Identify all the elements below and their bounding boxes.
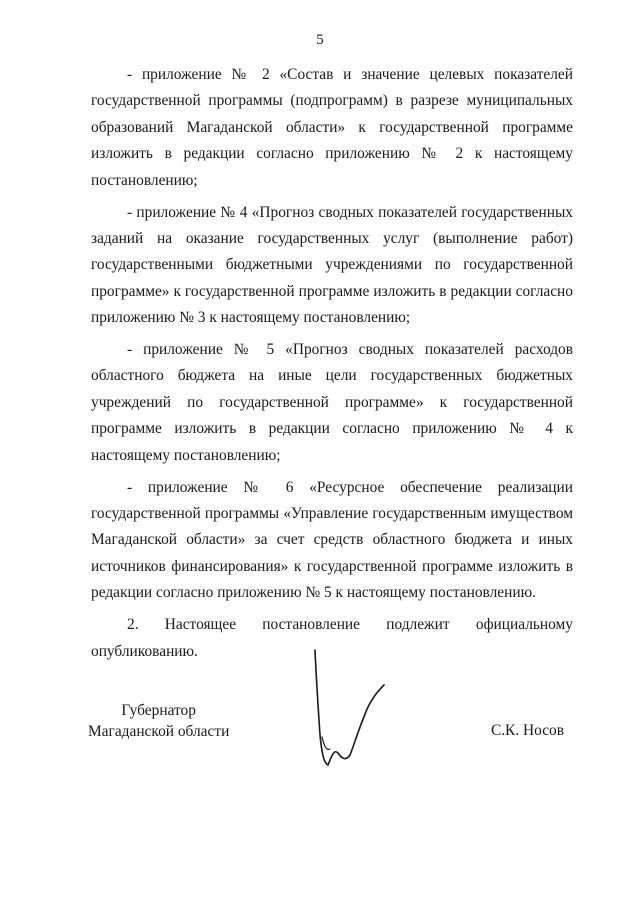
paragraph-publication: 2. Настоящее постановление подлежит официальному опубликованию.	[91, 616, 573, 660]
signatory-position	[88, 700, 229, 742]
signatory-position-line2: Магаданской области	[88, 723, 230, 740]
paragraph-appendix-4: - приложение № 4 «Прогноз сводных показателей государственных заданий на оказание государственных услуг (выполнение работ) государственными бюджетными учреждениями по государственной программе» к государственной программе изложить в редакции согласно приложению № 3 к настоящему постановлению;	[91, 203, 573, 327]
page-number: 5	[316, 32, 324, 48]
paragraph-appendix-2: - приложение № 2 «Состав и значение целевых показателей государственной программы (подпрограмм) в разрезе муниципальных образований Магаданской области» к государственной программе изложить в редакции согласно приложению № 2 к настоящему постановлению;	[91, 66, 573, 189]
signatory-name: С.К. Носов	[490, 722, 564, 739]
document-body	[91, 62, 573, 670]
handwritten-signature	[300, 645, 400, 775]
paragraph-appendix-5: - приложение № 5 «Прогноз сводных показателей расходов областного бюджета на иные цели государственных бюджетных учреждений по государственной программе» к государственной программе изложить в редакции согласно приложению № 4 к настоящему постановлению;	[91, 341, 573, 464]
paragraph-appendix-6: - приложение № 6 «Ресурсное обеспечение реализации государственной программы «Управление государственным имуществом Магаданской области» за счет средств областного бюджета и иных источников финансирования» к государственной программе изложить в редакции согласно приложению № 5 к настоящему постановлению.	[91, 478, 573, 602]
signatory-position-line1: Губернатор	[121, 702, 196, 719]
